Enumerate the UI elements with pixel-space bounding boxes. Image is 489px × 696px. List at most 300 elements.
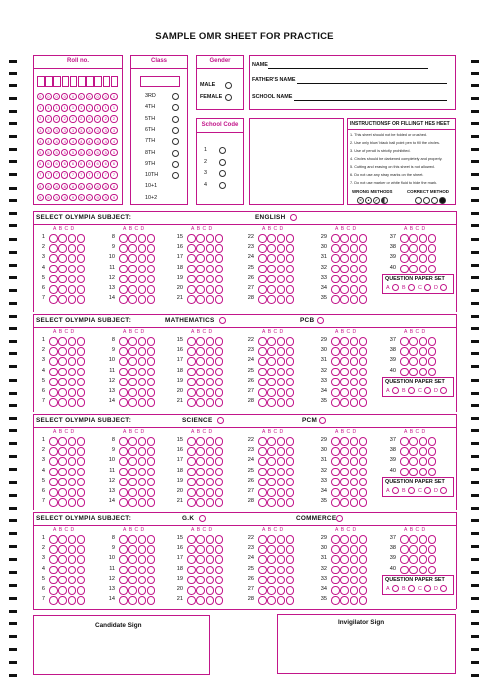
- answer-bubble[interactable]: [267, 388, 276, 397]
- roll-no-bubble[interactable]: 2: [53, 115, 60, 122]
- answer-bubble[interactable]: [267, 254, 276, 263]
- roll-no-bubble[interactable]: 4: [69, 138, 76, 145]
- answer-bubble[interactable]: [77, 285, 86, 294]
- answer-bubble[interactable]: [196, 295, 205, 304]
- answer-bubble[interactable]: [196, 337, 205, 346]
- answer-bubble[interactable]: [147, 378, 156, 387]
- answer-bubble[interactable]: [331, 398, 340, 407]
- answer-bubble[interactable]: [206, 498, 215, 507]
- subject-select-bubble[interactable]: [336, 515, 343, 522]
- answer-bubble[interactable]: [49, 498, 58, 507]
- answer-bubble[interactable]: [409, 244, 418, 253]
- answer-bubble[interactable]: [277, 586, 286, 595]
- answer-bubble[interactable]: [206, 586, 215, 595]
- roll-no-bubble[interactable]: 7: [45, 171, 52, 178]
- answer-bubble[interactable]: [419, 357, 428, 366]
- roll-no-bubble[interactable]: 6: [45, 160, 52, 167]
- answer-bubble[interactable]: [350, 586, 359, 595]
- roll-no-bubble[interactable]: 3: [37, 127, 44, 134]
- answer-bubble[interactable]: [206, 285, 215, 294]
- answer-bubble[interactable]: [119, 254, 128, 263]
- answer-bubble[interactable]: [77, 398, 86, 407]
- answer-bubble[interactable]: [350, 347, 359, 356]
- answer-bubble[interactable]: [359, 285, 368, 294]
- answer-bubble[interactable]: [187, 535, 196, 544]
- answer-bubble[interactable]: [128, 488, 137, 497]
- answer-bubble[interactable]: [258, 337, 267, 346]
- answer-bubble[interactable]: [58, 357, 67, 366]
- answer-bubble[interactable]: [187, 586, 196, 595]
- answer-bubble[interactable]: [267, 378, 276, 387]
- answer-bubble[interactable]: [128, 478, 137, 487]
- answer-bubble[interactable]: [187, 457, 196, 466]
- answer-bubble[interactable]: [58, 368, 67, 377]
- answer-bubble[interactable]: [187, 566, 196, 575]
- roll-no-bubble[interactable]: 8: [94, 183, 101, 190]
- answer-bubble[interactable]: [138, 545, 147, 554]
- answer-bubble[interactable]: [206, 244, 215, 253]
- roll-no-bubble[interactable]: 3: [94, 127, 101, 134]
- answer-bubble[interactable]: [428, 234, 437, 243]
- answer-bubble[interactable]: [340, 234, 349, 243]
- answer-bubble[interactable]: [138, 535, 147, 544]
- answer-bubble[interactable]: [267, 347, 276, 356]
- answer-bubble[interactable]: [267, 337, 276, 346]
- answer-bubble[interactable]: [215, 437, 224, 446]
- answer-bubble[interactable]: [350, 337, 359, 346]
- answer-bubble[interactable]: [277, 357, 286, 366]
- answer-bubble[interactable]: [196, 285, 205, 294]
- answer-bubble[interactable]: [58, 457, 67, 466]
- answer-bubble[interactable]: [58, 545, 67, 554]
- answer-bubble[interactable]: [196, 488, 205, 497]
- answer-bubble[interactable]: [187, 337, 196, 346]
- answer-bubble[interactable]: [286, 576, 295, 585]
- answer-bubble[interactable]: [400, 535, 409, 544]
- class-option-bubble[interactable]: [172, 93, 179, 100]
- answer-bubble[interactable]: [419, 468, 428, 477]
- school-name-line[interactable]: [294, 100, 447, 101]
- answer-bubble[interactable]: [147, 596, 156, 605]
- answer-bubble[interactable]: [119, 265, 128, 274]
- roll-no-entry-cell[interactable]: [103, 76, 111, 87]
- answer-bubble[interactable]: [68, 234, 77, 243]
- answer-bubble[interactable]: [267, 488, 276, 497]
- answer-bubble[interactable]: [428, 368, 437, 377]
- answer-bubble[interactable]: [277, 596, 286, 605]
- answer-bubble[interactable]: [187, 378, 196, 387]
- answer-bubble[interactable]: [128, 398, 137, 407]
- roll-no-bubble[interactable]: 7: [110, 171, 117, 178]
- answer-bubble[interactable]: [58, 488, 67, 497]
- answer-bubble[interactable]: [147, 295, 156, 304]
- answer-bubble[interactable]: [77, 388, 86, 397]
- class-option-bubble[interactable]: [172, 116, 179, 123]
- answer-bubble[interactable]: [68, 347, 77, 356]
- roll-no-bubble[interactable]: 5: [78, 149, 85, 156]
- answer-bubble[interactable]: [58, 596, 67, 605]
- answer-bubble[interactable]: [277, 576, 286, 585]
- answer-bubble[interactable]: [419, 254, 428, 263]
- roll-no-bubble[interactable]: 9: [61, 194, 68, 201]
- roll-no-bubble[interactable]: 9: [45, 194, 52, 201]
- answer-bubble[interactable]: [68, 388, 77, 397]
- answer-bubble[interactable]: [350, 447, 359, 456]
- answer-bubble[interactable]: [49, 234, 58, 243]
- answer-bubble[interactable]: [409, 535, 418, 544]
- answer-bubble[interactable]: [258, 488, 267, 497]
- answer-bubble[interactable]: [206, 478, 215, 487]
- answer-bubble[interactable]: [215, 457, 224, 466]
- answer-bubble[interactable]: [58, 535, 67, 544]
- answer-bubble[interactable]: [187, 265, 196, 274]
- answer-bubble[interactable]: [138, 337, 147, 346]
- answer-bubble[interactable]: [359, 586, 368, 595]
- answer-bubble[interactable]: [206, 555, 215, 564]
- answer-bubble[interactable]: [409, 468, 418, 477]
- answer-bubble[interactable]: [286, 378, 295, 387]
- answer-bubble[interactable]: [350, 566, 359, 575]
- answer-bubble[interactable]: [419, 566, 428, 575]
- answer-bubble[interactable]: [258, 498, 267, 507]
- answer-bubble[interactable]: [419, 545, 428, 554]
- answer-bubble[interactable]: [206, 265, 215, 274]
- roll-no-bubble[interactable]: 2: [110, 115, 117, 122]
- answer-bubble[interactable]: [350, 535, 359, 544]
- answer-bubble[interactable]: [128, 254, 137, 263]
- roll-no-bubble[interactable]: 6: [94, 160, 101, 167]
- answer-bubble[interactable]: [77, 535, 86, 544]
- answer-bubble[interactable]: [187, 555, 196, 564]
- roll-no-bubble[interactable]: 6: [86, 160, 93, 167]
- answer-bubble[interactable]: [258, 457, 267, 466]
- answer-bubble[interactable]: [119, 437, 128, 446]
- answer-bubble[interactable]: [340, 275, 349, 284]
- roll-no-bubble[interactable]: 1: [61, 104, 68, 111]
- answer-bubble[interactable]: [138, 254, 147, 263]
- answer-bubble[interactable]: [400, 357, 409, 366]
- answer-bubble[interactable]: [286, 555, 295, 564]
- answer-bubble[interactable]: [68, 468, 77, 477]
- answer-bubble[interactable]: [77, 457, 86, 466]
- gender-option-bubble[interactable]: [225, 82, 232, 89]
- answer-bubble[interactable]: [409, 368, 418, 377]
- answer-bubble[interactable]: [419, 535, 428, 544]
- answer-bubble[interactable]: [258, 478, 267, 487]
- answer-bubble[interactable]: [58, 555, 67, 564]
- answer-bubble[interactable]: [331, 555, 340, 564]
- answer-bubble[interactable]: [286, 596, 295, 605]
- answer-bubble[interactable]: [350, 596, 359, 605]
- answer-bubble[interactable]: [340, 586, 349, 595]
- answer-bubble[interactable]: [359, 398, 368, 407]
- roll-no-bubble[interactable]: 7: [53, 171, 60, 178]
- subject-select-bubble[interactable]: [217, 417, 224, 424]
- answer-bubble[interactable]: [340, 378, 349, 387]
- answer-bubble[interactable]: [340, 468, 349, 477]
- roll-no-entry-cell[interactable]: [111, 76, 119, 87]
- answer-bubble[interactable]: [340, 357, 349, 366]
- roll-no-bubble[interactable]: 7: [61, 171, 68, 178]
- answer-bubble[interactable]: [49, 457, 58, 466]
- answer-bubble[interactable]: [331, 347, 340, 356]
- answer-bubble[interactable]: [138, 576, 147, 585]
- answer-bubble[interactable]: [350, 254, 359, 263]
- answer-bubble[interactable]: [187, 398, 196, 407]
- answer-bubble[interactable]: [128, 447, 137, 456]
- answer-bubble[interactable]: [359, 295, 368, 304]
- answer-bubble[interactable]: [340, 285, 349, 294]
- answer-bubble[interactable]: [147, 285, 156, 294]
- answer-bubble[interactable]: [359, 478, 368, 487]
- answer-bubble[interactable]: [49, 398, 58, 407]
- answer-bubble[interactable]: [340, 535, 349, 544]
- answer-bubble[interactable]: [359, 535, 368, 544]
- answer-bubble[interactable]: [196, 586, 205, 595]
- subject-select-bubble[interactable]: [219, 317, 226, 324]
- answer-bubble[interactable]: [359, 337, 368, 346]
- answer-bubble[interactable]: [350, 488, 359, 497]
- school-code-option-bubble[interactable]: [219, 170, 226, 177]
- answer-bubble[interactable]: [147, 498, 156, 507]
- answer-bubble[interactable]: [350, 368, 359, 377]
- answer-bubble[interactable]: [187, 254, 196, 263]
- answer-bubble[interactable]: [196, 275, 205, 284]
- answer-bubble[interactable]: [138, 566, 147, 575]
- answer-bubble[interactable]: [400, 347, 409, 356]
- answer-bubble[interactable]: [49, 347, 58, 356]
- answer-bubble[interactable]: [331, 244, 340, 253]
- answer-bubble[interactable]: [409, 234, 418, 243]
- answer-bubble[interactable]: [258, 347, 267, 356]
- roll-no-bubble[interactable]: 3: [102, 127, 109, 134]
- answer-bubble[interactable]: [68, 275, 77, 284]
- answer-bubble[interactable]: [400, 468, 409, 477]
- answer-bubble[interactable]: [49, 468, 58, 477]
- answer-bubble[interactable]: [119, 596, 128, 605]
- roll-no-bubble[interactable]: 5: [102, 149, 109, 156]
- answer-bubble[interactable]: [187, 468, 196, 477]
- answer-bubble[interactable]: [147, 398, 156, 407]
- answer-bubble[interactable]: [196, 468, 205, 477]
- answer-bubble[interactable]: [206, 378, 215, 387]
- answer-bubble[interactable]: [187, 295, 196, 304]
- answer-bubble[interactable]: [49, 275, 58, 284]
- answer-bubble[interactable]: [128, 596, 137, 605]
- answer-bubble[interactable]: [206, 368, 215, 377]
- answer-bubble[interactable]: [286, 347, 295, 356]
- answer-bubble[interactable]: [277, 368, 286, 377]
- answer-bubble[interactable]: [119, 357, 128, 366]
- answer-bubble[interactable]: [128, 244, 137, 253]
- answer-bubble[interactable]: [58, 275, 67, 284]
- answer-bubble[interactable]: [68, 545, 77, 554]
- answer-bubble[interactable]: [187, 576, 196, 585]
- answer-bubble[interactable]: [49, 357, 58, 366]
- answer-bubble[interactable]: [128, 535, 137, 544]
- answer-bubble[interactable]: [215, 244, 224, 253]
- answer-bubble[interactable]: [258, 378, 267, 387]
- answer-bubble[interactable]: [331, 337, 340, 346]
- answer-bubble[interactable]: [428, 347, 437, 356]
- answer-bubble[interactable]: [58, 566, 67, 575]
- answer-bubble[interactable]: [196, 347, 205, 356]
- answer-bubble[interactable]: [277, 447, 286, 456]
- answer-bubble[interactable]: [340, 498, 349, 507]
- answer-bubble[interactable]: [206, 535, 215, 544]
- answer-bubble[interactable]: [49, 437, 58, 446]
- answer-bubble[interactable]: [400, 447, 409, 456]
- answer-bubble[interactable]: [359, 254, 368, 263]
- answer-bubble[interactable]: [215, 295, 224, 304]
- answer-bubble[interactable]: [267, 596, 276, 605]
- answer-bubble[interactable]: [267, 244, 276, 253]
- answer-bubble[interactable]: [331, 378, 340, 387]
- roll-no-bubble[interactable]: 3: [78, 127, 85, 134]
- answer-bubble[interactable]: [119, 447, 128, 456]
- roll-no-bubble[interactable]: 1: [102, 104, 109, 111]
- roll-no-entry-cell[interactable]: [53, 76, 61, 87]
- class-option-bubble[interactable]: [172, 150, 179, 157]
- answer-bubble[interactable]: [409, 566, 418, 575]
- answer-bubble[interactable]: [340, 398, 349, 407]
- answer-bubble[interactable]: [77, 545, 86, 554]
- answer-bubble[interactable]: [58, 447, 67, 456]
- answer-bubble[interactable]: [331, 447, 340, 456]
- answer-bubble[interactable]: [331, 254, 340, 263]
- roll-no-bubble[interactable]: 8: [78, 183, 85, 190]
- answer-bubble[interactable]: [147, 357, 156, 366]
- answer-bubble[interactable]: [267, 447, 276, 456]
- answer-bubble[interactable]: [215, 498, 224, 507]
- answer-bubble[interactable]: [119, 468, 128, 477]
- roll-no-bubble[interactable]: 4: [102, 138, 109, 145]
- answer-bubble[interactable]: [119, 498, 128, 507]
- answer-bubble[interactable]: [187, 368, 196, 377]
- answer-bubble[interactable]: [128, 368, 137, 377]
- answer-bubble[interactable]: [147, 555, 156, 564]
- answer-bubble[interactable]: [340, 244, 349, 253]
- answer-bubble[interactable]: [187, 545, 196, 554]
- answer-bubble[interactable]: [286, 265, 295, 274]
- answer-bubble[interactable]: [128, 347, 137, 356]
- answer-bubble[interactable]: [359, 388, 368, 397]
- answer-bubble[interactable]: [286, 285, 295, 294]
- answer-bubble[interactable]: [267, 457, 276, 466]
- answer-bubble[interactable]: [77, 555, 86, 564]
- roll-no-bubble[interactable]: 0: [102, 93, 109, 100]
- answer-bubble[interactable]: [147, 347, 156, 356]
- answer-bubble[interactable]: [428, 457, 437, 466]
- answer-bubble[interactable]: [215, 468, 224, 477]
- answer-bubble[interactable]: [187, 357, 196, 366]
- name-line[interactable]: [268, 68, 428, 69]
- answer-bubble[interactable]: [147, 388, 156, 397]
- answer-bubble[interactable]: [267, 368, 276, 377]
- answer-bubble[interactable]: [77, 295, 86, 304]
- answer-bubble[interactable]: [68, 596, 77, 605]
- answer-bubble[interactable]: [350, 545, 359, 554]
- answer-bubble[interactable]: [215, 378, 224, 387]
- answer-bubble[interactable]: [277, 265, 286, 274]
- answer-bubble[interactable]: [258, 388, 267, 397]
- roll-no-bubble[interactable]: 6: [61, 160, 68, 167]
- answer-bubble[interactable]: [286, 388, 295, 397]
- subject-select-bubble[interactable]: [317, 317, 324, 324]
- answer-bubble[interactable]: [286, 468, 295, 477]
- roll-no-bubble[interactable]: 0: [78, 93, 85, 100]
- answer-bubble[interactable]: [258, 265, 267, 274]
- answer-bubble[interactable]: [215, 337, 224, 346]
- answer-bubble[interactable]: [340, 488, 349, 497]
- answer-bubble[interactable]: [49, 265, 58, 274]
- roll-no-bubble[interactable]: 2: [45, 115, 52, 122]
- answer-bubble[interactable]: [49, 388, 58, 397]
- answer-bubble[interactable]: [196, 555, 205, 564]
- answer-bubble[interactable]: [215, 398, 224, 407]
- answer-bubble[interactable]: [267, 265, 276, 274]
- answer-bubble[interactable]: [359, 498, 368, 507]
- answer-bubble[interactable]: [49, 254, 58, 263]
- answer-bubble[interactable]: [286, 447, 295, 456]
- answer-bubble[interactable]: [340, 596, 349, 605]
- answer-bubble[interactable]: [350, 437, 359, 446]
- answer-bubble[interactable]: [119, 378, 128, 387]
- roll-no-bubble[interactable]: 3: [61, 127, 68, 134]
- answer-bubble[interactable]: [350, 265, 359, 274]
- roll-no-bubble[interactable]: 8: [45, 183, 52, 190]
- answer-bubble[interactable]: [138, 555, 147, 564]
- answer-bubble[interactable]: [215, 265, 224, 274]
- answer-bubble[interactable]: [49, 244, 58, 253]
- answer-bubble[interactable]: [409, 545, 418, 554]
- roll-no-bubble[interactable]: 3: [53, 127, 60, 134]
- answer-bubble[interactable]: [68, 566, 77, 575]
- answer-bubble[interactable]: [77, 566, 86, 575]
- roll-no-bubble[interactable]: 2: [61, 115, 68, 122]
- answer-bubble[interactable]: [215, 596, 224, 605]
- answer-bubble[interactable]: [196, 447, 205, 456]
- answer-bubble[interactable]: [258, 437, 267, 446]
- answer-bubble[interactable]: [77, 596, 86, 605]
- answer-bubble[interactable]: [49, 535, 58, 544]
- answer-bubble[interactable]: [68, 337, 77, 346]
- answer-bubble[interactable]: [58, 265, 67, 274]
- answer-bubble[interactable]: [138, 265, 147, 274]
- answer-bubble[interactable]: [277, 566, 286, 575]
- answer-bubble[interactable]: [286, 478, 295, 487]
- answer-bubble[interactable]: [267, 275, 276, 284]
- roll-no-bubble[interactable]: 8: [102, 183, 109, 190]
- answer-bubble[interactable]: [196, 378, 205, 387]
- answer-bubble[interactable]: [350, 244, 359, 253]
- answer-bubble[interactable]: [138, 234, 147, 243]
- answer-bubble[interactable]: [49, 545, 58, 554]
- answer-bubble[interactable]: [258, 398, 267, 407]
- answer-bubble[interactable]: [77, 498, 86, 507]
- answer-bubble[interactable]: [340, 447, 349, 456]
- answer-bubble[interactable]: [277, 254, 286, 263]
- answer-bubble[interactable]: [138, 488, 147, 497]
- answer-bubble[interactable]: [68, 488, 77, 497]
- answer-bubble[interactable]: [331, 596, 340, 605]
- answer-bubble[interactable]: [119, 234, 128, 243]
- answer-bubble[interactable]: [119, 285, 128, 294]
- answer-bubble[interactable]: [68, 398, 77, 407]
- answer-bubble[interactable]: [400, 234, 409, 243]
- answer-bubble[interactable]: [419, 244, 428, 253]
- answer-bubble[interactable]: [138, 388, 147, 397]
